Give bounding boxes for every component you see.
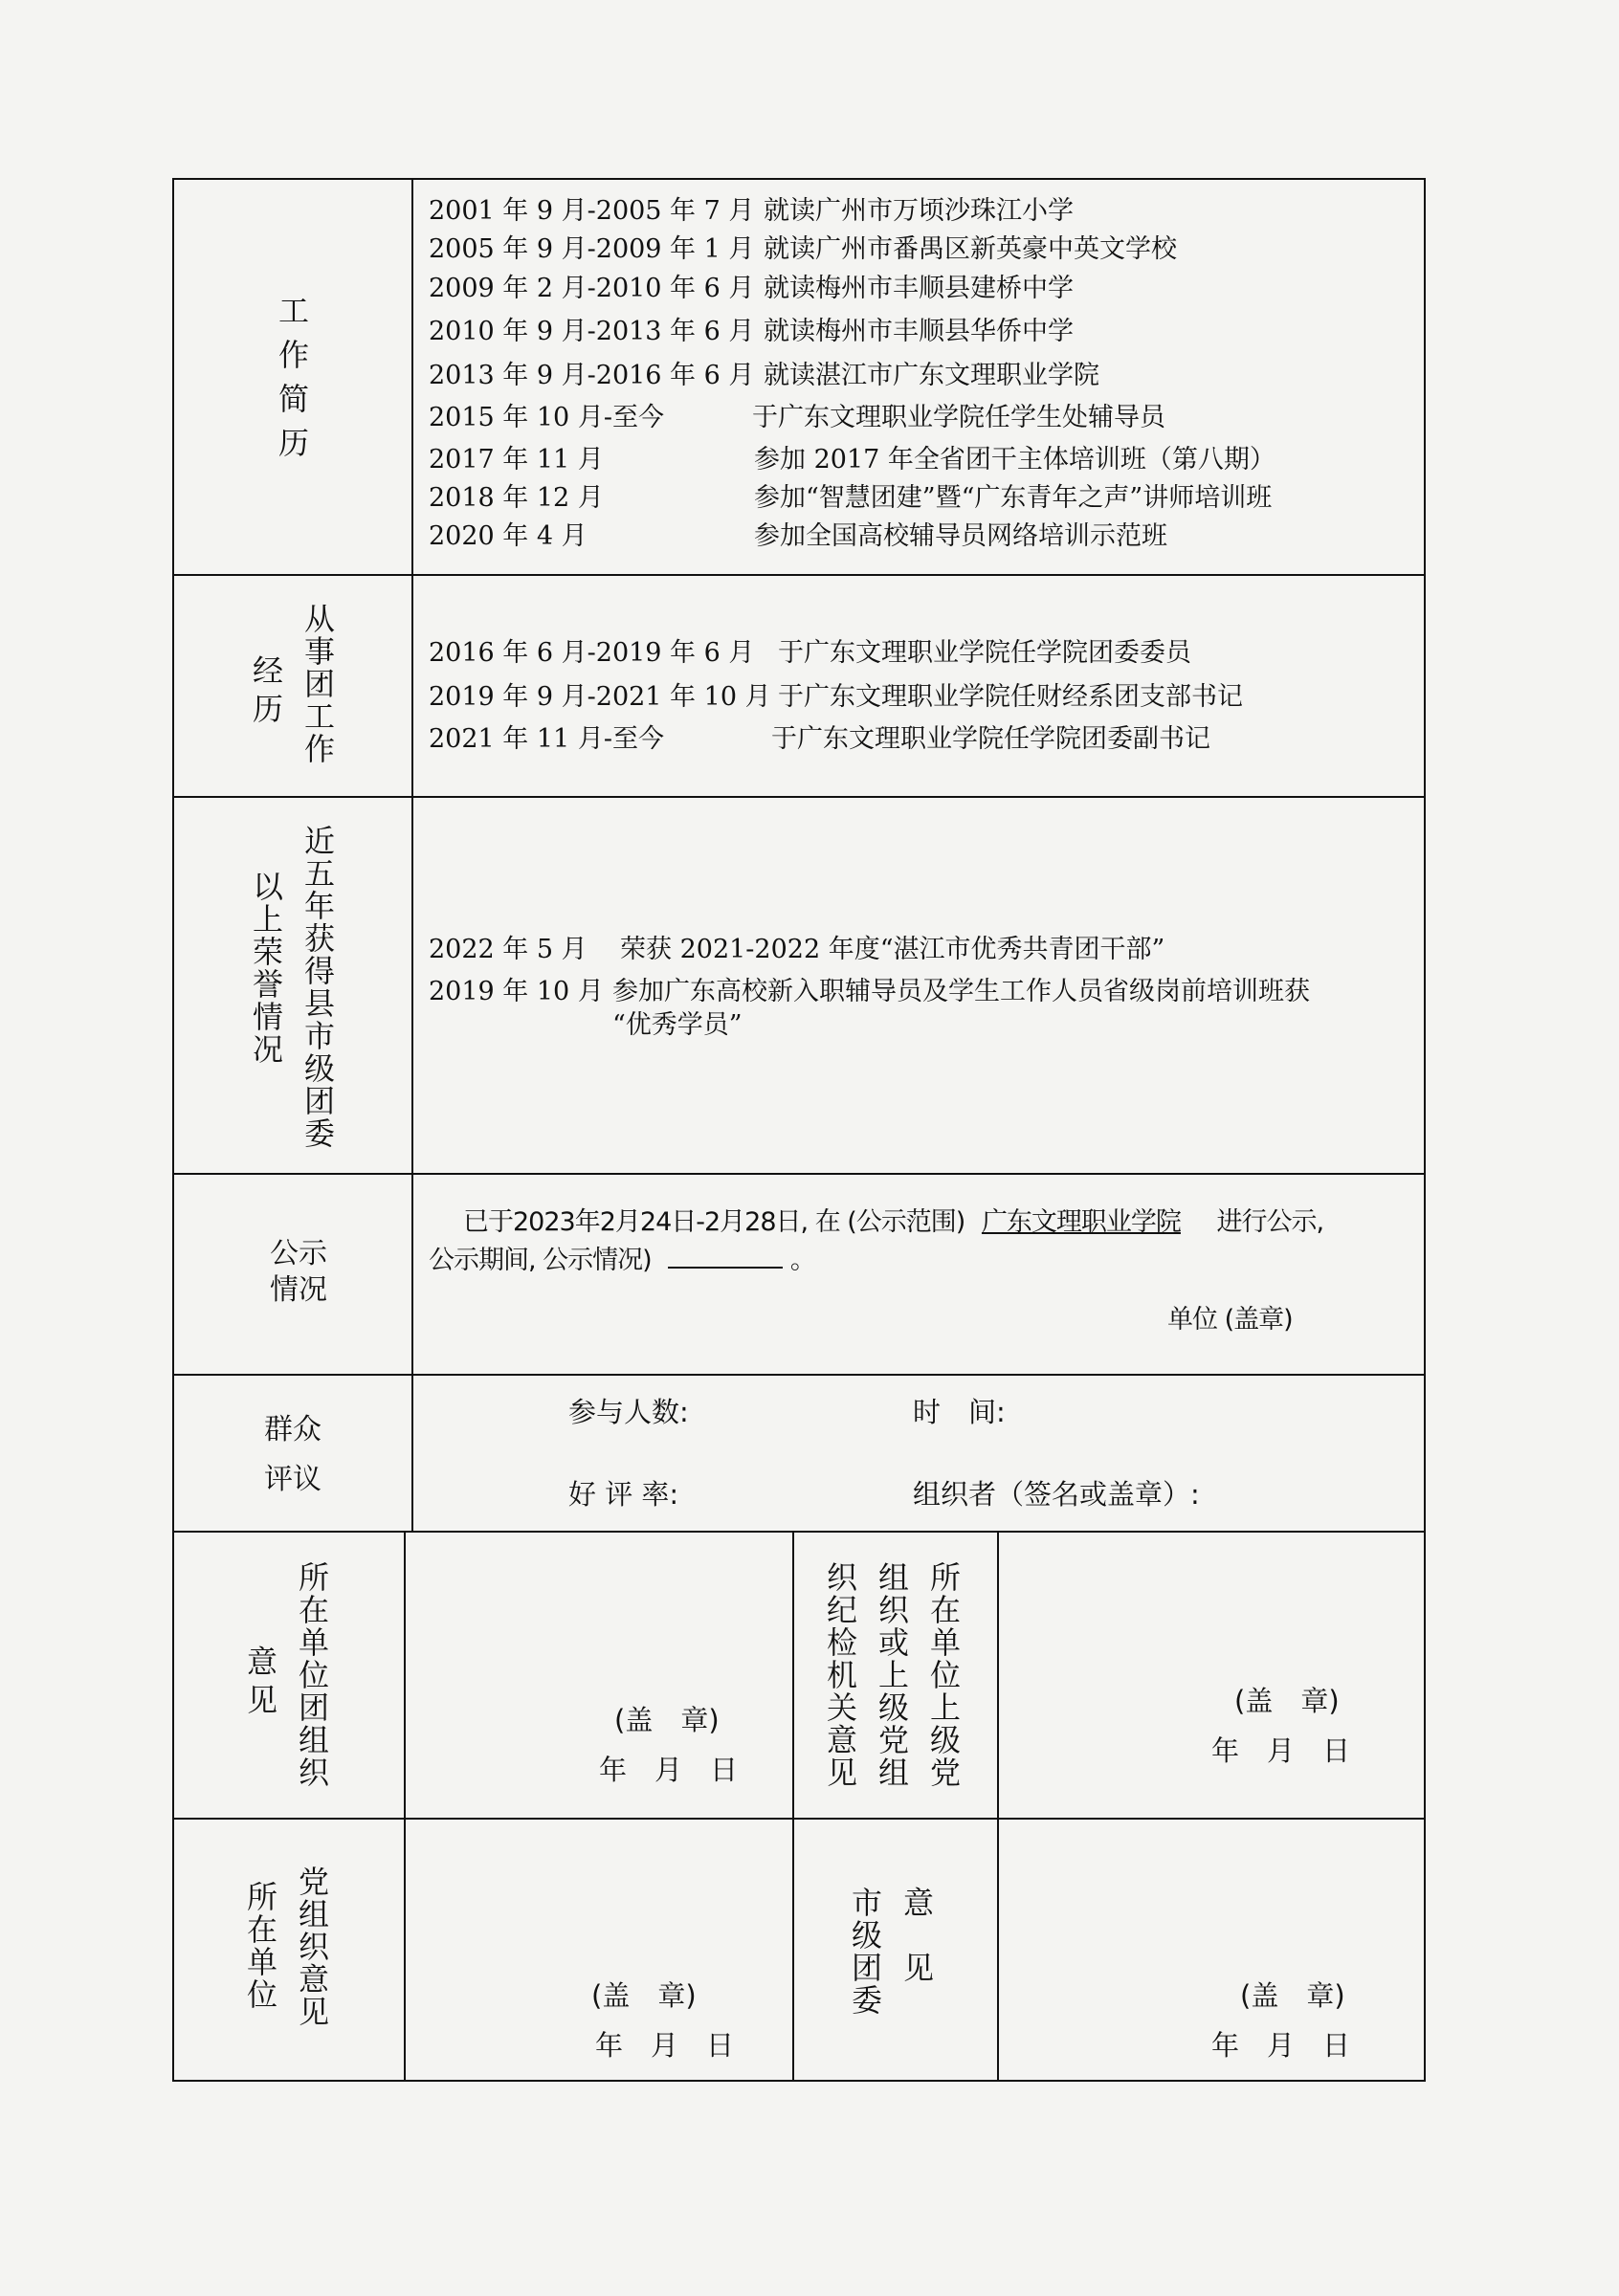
review-label: 评议 xyxy=(264,1463,322,1496)
publicity-line-2: 公示期间, 公示情况) 。 xyxy=(429,1246,815,1275)
superior-party-date: 年 月 日 xyxy=(1211,1734,1351,1767)
unit-league-date: 年 月 日 xyxy=(599,1754,739,1786)
label-column-divider xyxy=(404,1531,406,2082)
superior-party-opinion-label: 织纪检机关意见 xyxy=(822,1561,858,1789)
review-label: 群众 xyxy=(264,1413,322,1446)
review-participants: 参与人数: xyxy=(568,1396,689,1428)
unit-league-seal: (盖 章) xyxy=(614,1704,720,1736)
publicity-line-1: 已于2023年2月24日-2月28日, 在 (公示范围) 广东文理职业学院 进行公示, xyxy=(463,1207,1324,1237)
unit-league-opinion-label: 意见 xyxy=(242,1645,278,1722)
city-league-opinion-label: 意 见 xyxy=(898,1887,935,1984)
league-history-label: 经历 xyxy=(248,654,284,731)
superior-party-opinion-label: 组织或上级党组 xyxy=(874,1561,910,1789)
row-divider xyxy=(172,1374,1426,1376)
honor-entry: 2022 年 5 月 荣获 2021-2022 年度“湛江市优秀共青团干部” xyxy=(429,935,1165,964)
publicity-label: 公示 xyxy=(270,1237,327,1270)
unit-party-opinion-label: 党组织意见 xyxy=(294,1866,330,2028)
publicity-scope: 广东文理职业学院 xyxy=(981,1207,1181,1237)
row-divider xyxy=(172,1173,1426,1175)
work-entry: 2017 年 11 月 参加 2017 年全省团干主体培训班（第八期） xyxy=(429,445,1275,475)
publicity-label: 情况 xyxy=(270,1273,327,1307)
league-entry: 2019 年 9 月-2021 年 10 月 于广东文理职业学院任财经系团支部书记 xyxy=(429,682,1243,712)
league-entry: 2021 年 11 月-至今 于广东文理职业学院任学院团委副书记 xyxy=(429,724,1210,754)
work-entry: 2015 年 10 月-至今 于广东文理职业学院任学生处辅导员 xyxy=(429,403,1165,432)
review-time: 时 间: xyxy=(913,1396,1006,1428)
opinion-column-divider xyxy=(792,1531,794,2082)
superior-party-opinion-label: 所在单位上级党 xyxy=(925,1561,962,1789)
row-divider xyxy=(172,1818,1426,1820)
superior-party-seal: (盖 章) xyxy=(1234,1685,1340,1717)
city-league-date: 年 月 日 xyxy=(1211,2029,1351,2062)
league-history-label: 从事团工作 xyxy=(299,603,336,765)
unit-party-opinion-label: 所在单位 xyxy=(242,1881,278,2011)
city-league-seal: (盖 章) xyxy=(1240,1979,1345,2012)
work-entry: 2018 年 12 月 参加“智慧团建”暨“广东青年之声”讲师培训班 xyxy=(429,483,1273,513)
work-entry: 2005 年 9 月-2009 年 1 月 就读广州市番禺区新英豪中英文学校 xyxy=(429,234,1177,264)
row-divider xyxy=(172,1531,1426,1533)
work-entry: 2013 年 9 月-2016 年 6 月 就读湛江市广东文理职业学院 xyxy=(429,361,1099,390)
row-divider xyxy=(172,796,1426,798)
honors-label: 近五年获得县市级团委 xyxy=(299,825,336,1150)
unit-league-opinion-label: 所在单位团组织 xyxy=(294,1561,330,1789)
league-entry: 2016 年 6 月-2019 年 6 月 于广东文理职业学院任学院团委委员 xyxy=(429,638,1191,668)
work-entry: 2010 年 9 月-2013 年 6 月 就读梅州市丰顺县华侨中学 xyxy=(429,317,1074,346)
city-league-opinion-label: 市级团委 xyxy=(847,1887,883,2017)
review-organizer: 组织者（签名或盖章）: xyxy=(913,1478,1200,1511)
publicity-unit-seal: 单位 (盖章) xyxy=(1167,1305,1293,1335)
unit-party-seal: (盖 章) xyxy=(591,1979,697,2012)
work-entry: 2001 年 9 月-2005 年 7 月 就读广州市万顷沙珠江小学 xyxy=(429,196,1074,226)
work-entry: 2020 年 4 月 参加全国高校辅导员网络培训示范班 xyxy=(429,521,1167,551)
honor-continuation: “优秀学员” xyxy=(612,1010,743,1040)
publicity-blank xyxy=(668,1246,783,1269)
honors-label: 以上荣誉情况 xyxy=(248,871,284,1066)
opinion-column-divider xyxy=(997,1531,999,2082)
work-history-label: 工作简历 xyxy=(274,295,310,471)
row-divider xyxy=(172,574,1426,576)
honor-entry: 2019 年 10 月 参加广东高校新入职辅导员及学生工作人员省级岗前培训班获 xyxy=(429,977,1310,1006)
review-approval: 好 评 率: xyxy=(568,1478,679,1511)
work-entry: 2009 年 2 月-2010 年 6 月 就读梅州市丰顺县建桥中学 xyxy=(429,274,1074,303)
label-column-divider xyxy=(411,178,413,1531)
unit-party-date: 年 月 日 xyxy=(595,2029,735,2062)
